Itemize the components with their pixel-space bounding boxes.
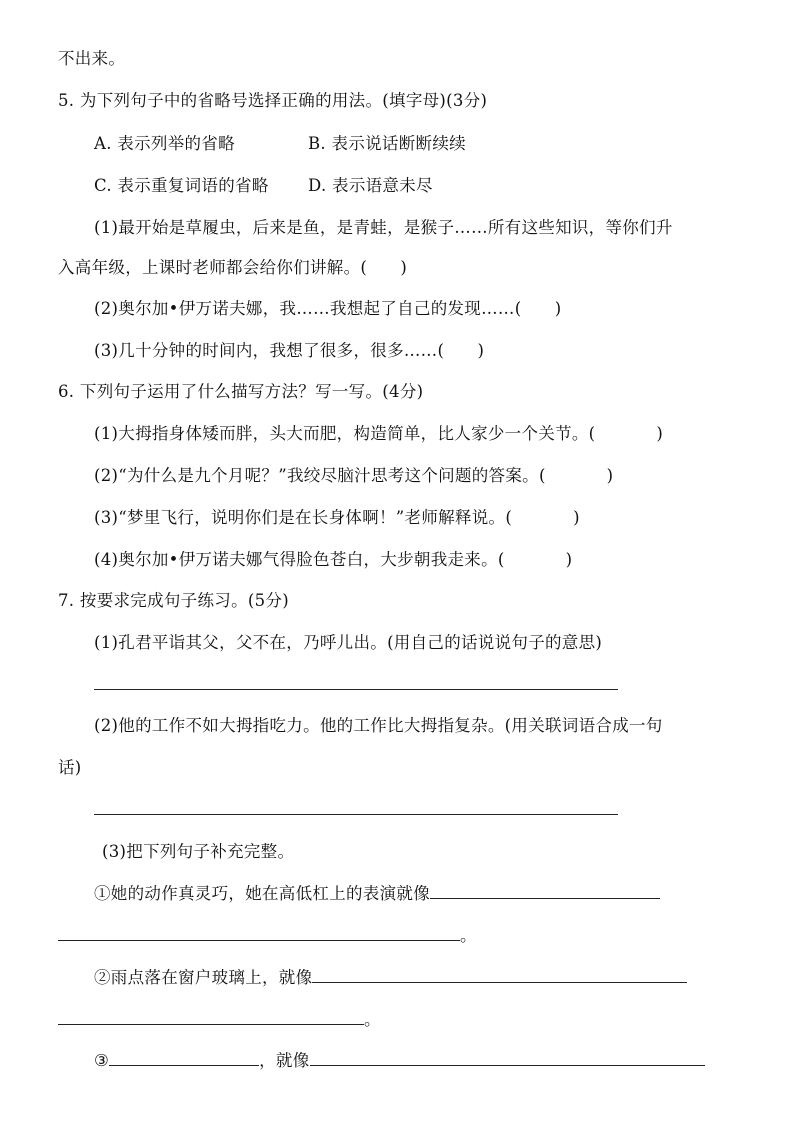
answer-line[interactable] [58,1010,364,1025]
q6-item-1: (1)大拇指身体矮而胖，头大而肥，构造简单，比人家少一个关节。( ) [94,424,664,443]
sentence-text: ，就像 [259,1051,310,1070]
circled-number: ③ [94,1051,110,1070]
answer-line[interactable] [94,799,618,821]
option-d: D. 表示语意未尽 [308,176,433,195]
sentence-text: ①她的动作真灵巧，她在高低杠上的表演就像 [94,884,430,903]
answer-line[interactable] [310,1051,705,1066]
answer-line[interactable] [430,884,660,899]
fill-sentence-2 [94,967,687,989]
q7-item-2-line2: 话) [58,758,82,777]
q6-item-4: (4)奥尔加•伊万诺夫娜气得脸色苍白，大步朝我走来。( ) [94,550,573,569]
option-c: C. 表示重复词语的省略 [94,176,269,195]
q7-item-1: (1)孔君平诣其父，父不在，乃呼儿出。(用自己的话说说句子的意思) [94,633,603,652]
answer-line[interactable] [58,926,460,941]
text-line: 不出来。 [58,49,126,68]
answer-line[interactable] [312,968,687,983]
fill-sentence-1 [94,883,660,905]
fill-sentence-2-cont [58,1009,381,1031]
period-mark: 。 [460,926,477,945]
question-7-title: 7. 按要求完成句子练习。(5分) [58,591,289,610]
sentence-text: ②雨点落在窗户玻璃上，就像 [94,968,313,987]
answer-line[interactable] [94,674,618,696]
option-b: B. 表示说话断断续续 [308,134,466,153]
q5-item-1-line2: 入高年级，上课时老师都会给你们讲解。( ) [58,258,408,277]
option-a: A. 表示列举的省略 [94,134,235,153]
fill-sentence-3 [94,1050,705,1072]
period-mark: 。 [364,1010,381,1029]
question-5-title: 5. 为下列句子中的省略号选择正确的用法。(填字母)(3分) [58,91,488,110]
answer-line[interactable] [109,1051,259,1066]
q7-item-2-line1: (2)他的工作不如大拇指吃力。他的工作比大拇指复杂。(用关联词语合成一句 [94,716,663,735]
q6-item-3: (3)“梦里飞行，说明你们是在长身体啊！”老师解释说。( ) [94,508,580,527]
q5-item-3: (3)几十分钟的时间内，我想了很多，很多……( ) [94,341,485,360]
q5-item-1-line1: (1)最开始是草履虫，后来是鱼，是青蛙，是猴子……所有这些知识，等你们升 [94,218,673,237]
q5-item-2: (2)奥尔加•伊万诺夫娜，我……我想起了自己的发现……( ) [94,299,562,318]
fill-sentence-1-cont [58,925,477,947]
q7-item-3: (3)把下列句子补充完整。 [102,842,295,861]
q6-item-2: (2)“为什么是九个月呢？”我绞尽脑汁思考这个问题的答案。( ) [94,466,614,485]
question-6-title: 6. 下列句子运用了什么描写方法？写一写。(4分) [58,382,424,401]
